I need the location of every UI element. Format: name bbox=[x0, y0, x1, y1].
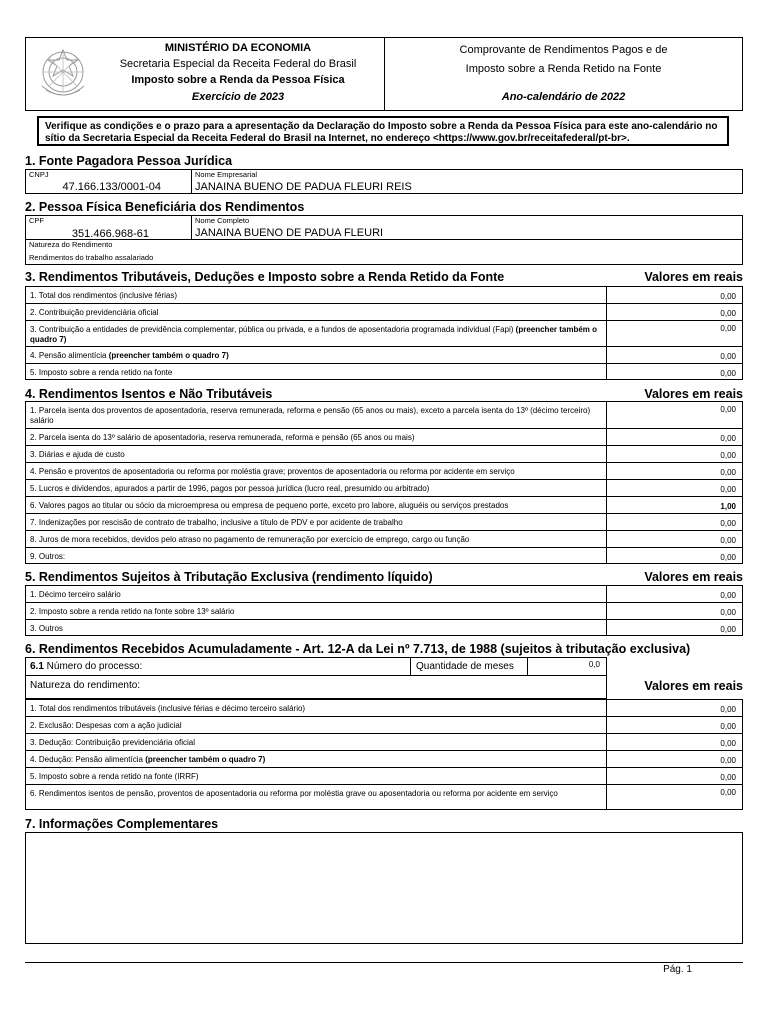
row-label-text: 1. Parcela isenta dos proventos de aposentadoria, reserva remunerada, reforma e pensão (65 anos ou mais), exceto a parcela isenta do 13º (décimo terceiro) salário bbox=[30, 406, 591, 425]
row-label bbox=[30, 738, 600, 748]
row-value: 0,00 bbox=[606, 603, 742, 619]
income-nature-value: Rendimentos do trabalho assalariado bbox=[29, 253, 154, 262]
row-label-text: 3. Outros bbox=[30, 624, 63, 633]
row-label-text: 6. Valores pagos ao titular ou sócio da microempresa ou empresa de pequeno porte, exceto pro labore, aluguéis ou serviços prestados bbox=[30, 501, 509, 510]
row-label bbox=[30, 368, 600, 378]
row-value: 1,00 bbox=[606, 497, 742, 513]
row-label-text: 3. Dedução: Contribuição previdenciária oficial bbox=[30, 738, 195, 747]
row-label bbox=[30, 433, 600, 443]
row-value: 0,00 bbox=[606, 785, 742, 809]
income-nature-cell bbox=[25, 239, 743, 265]
table-row bbox=[25, 303, 743, 321]
row-label bbox=[30, 704, 600, 714]
table-row bbox=[25, 428, 743, 446]
row-value: 0,00 bbox=[606, 531, 742, 547]
row-label-text: 8. Juros de mora recebidos, devidos pelo atraso no pagamento de remuneração por exercício de emprego, cargo ou função bbox=[30, 535, 470, 544]
row-value: 0,00 bbox=[606, 620, 742, 635]
beneficiary-name-label: Nome Completo bbox=[195, 216, 250, 225]
row-label-text: 5. Imposto sobre a renda retido na fonte (IRRF) bbox=[30, 772, 199, 781]
cpf-label: CPF bbox=[29, 216, 44, 225]
coat-of-arms-icon bbox=[36, 46, 90, 102]
row-label-text: 7. Indenizações por rescisão de contrato de trabalho, inclusive a título de PDV e por acidente de trabalho bbox=[30, 518, 403, 527]
cnpj-cell bbox=[25, 169, 192, 194]
row-label-text: 1. Total dos rendimentos tributáveis (inclusive férias e décimo terceiro salário) bbox=[30, 704, 306, 713]
page-number: Pág. 1 bbox=[663, 964, 692, 975]
section-1-title: 1. Fonte Pagadora Pessoa Jurídica bbox=[25, 154, 233, 168]
row-label bbox=[30, 406, 600, 426]
footer-divider bbox=[25, 962, 743, 963]
table-row bbox=[25, 462, 743, 480]
row-label bbox=[30, 351, 600, 361]
row-label-text: 2. Contribuição previdenciária oficial bbox=[30, 308, 159, 317]
row-label bbox=[30, 624, 600, 634]
row-label bbox=[30, 607, 600, 617]
table-row bbox=[25, 286, 743, 304]
process-number-cell bbox=[25, 657, 411, 676]
row-value: 0,00 bbox=[606, 287, 742, 303]
row-value: 0,00 bbox=[606, 463, 742, 479]
row-label bbox=[30, 755, 600, 765]
company-name-value: JANAINA BUENO DE PADUA FLEURI REIS bbox=[195, 181, 412, 193]
row-label bbox=[30, 467, 600, 477]
row-value: 0,00 bbox=[606, 548, 742, 563]
section-6-title: 6. Rendimentos Recebidos Acumuladamente - Art. 12-A da Lei nº 7.713, de 1988 (sujeitos à tributação exclusiva) bbox=[25, 642, 691, 656]
section-4-values-label: Valores em reais bbox=[644, 387, 743, 401]
row-label bbox=[30, 291, 600, 301]
months-label-cell bbox=[410, 657, 528, 676]
receipt-title-line1: Comprovante de Rendimentos Pagos e de bbox=[459, 44, 668, 56]
section-5-values-label: Valores em reais bbox=[644, 570, 743, 584]
row-label-text: 5. Imposto sobre a renda retido na fonte bbox=[30, 368, 173, 377]
row-label-text: 2. Parcela isenta do 13º salário de aposentadoria, reserva remunerada, reforma e pensão (65 anos ou mais) bbox=[30, 433, 415, 442]
section-3-values-label: Valores em reais bbox=[644, 270, 743, 284]
row-label-text: 9. Outros: bbox=[30, 552, 66, 561]
table-row bbox=[25, 585, 743, 603]
beneficiary-name-value: JANAINA BUENO DE PADUA FLEURI bbox=[195, 227, 384, 239]
section-3-title: 3. Rendimentos Tributáveis, Deduções e Imposto sobre a Renda Retido da Fonte bbox=[25, 270, 505, 284]
section-2-title: 2. Pessoa Física Beneficiária dos Rendimentos bbox=[25, 200, 305, 214]
receipt-title-line2: Imposto sobre a Renda Retido na Fonte bbox=[465, 63, 662, 75]
table-row bbox=[25, 699, 743, 717]
row-value: 0,00 bbox=[606, 768, 742, 784]
row-label-text: 2. Exclusão: Despesas com a ação judicial bbox=[30, 721, 182, 730]
months-label: Quantidade de meses bbox=[416, 661, 514, 672]
row-label bbox=[30, 325, 600, 345]
row-value: 0,00 bbox=[606, 480, 742, 496]
cnpj-label: CNPJ bbox=[29, 170, 49, 179]
row-label-note: (preencher também o quadro 7) bbox=[145, 755, 266, 764]
row-value: 0,00 bbox=[606, 429, 742, 445]
table-row bbox=[25, 346, 743, 364]
table-row bbox=[25, 716, 743, 734]
row-label-text: 6. Rendimentos isentos de pensão, proventos de aposentadoria ou reforma por moléstia grave ou aposentadoria ou reforma por acidente em serviço bbox=[30, 789, 558, 798]
row-value: 0,00 bbox=[606, 446, 742, 462]
cpf-cell bbox=[25, 215, 192, 240]
table-row bbox=[25, 445, 743, 463]
calendar-year: Ano-calendário de 2022 bbox=[501, 91, 626, 103]
row-value: 0,00 bbox=[606, 717, 742, 733]
section-7-title: 7. Informações Complementares bbox=[25, 817, 219, 831]
ministry-title: MINISTÉRIO DA ECONOMIA bbox=[164, 42, 312, 54]
row-label-note: (preencher também o quadro 7) bbox=[108, 351, 229, 360]
row-label bbox=[30, 721, 600, 731]
header-left-box bbox=[25, 37, 385, 111]
table-row bbox=[25, 363, 743, 380]
row-label-text: 2. Imposto sobre a renda retido na fonte sobre 13º salário bbox=[30, 607, 235, 616]
table-row bbox=[25, 547, 743, 564]
notice-box: Verifique as condições e o prazo para a apresentação da Declaração do Imposto sobre a Renda da Pessoa Física para este ano-calendário no sítio da Secretaria Especial da Receita Federal do Brasil na Internet, no endereço <https://www.gov.br/receitafederal/pt-br>. bbox=[37, 116, 729, 146]
beneficiary-name-cell bbox=[191, 215, 743, 240]
row-value: 0,00 bbox=[606, 751, 742, 767]
row-label bbox=[30, 789, 600, 799]
process-number-id: 6.1 bbox=[30, 661, 44, 672]
row-value: 0,00 bbox=[606, 321, 742, 346]
row-label bbox=[30, 590, 600, 600]
row-label-note: (preencher também o quadro 7) bbox=[30, 325, 598, 344]
row-label-text: 5. Lucros e dividendos, apurados a partir de 1996, pagos por pessoa jurídica (lucro real, presumido ou arbitrado) bbox=[30, 484, 430, 493]
row-value: 0,00 bbox=[606, 586, 742, 602]
table-row bbox=[25, 479, 743, 497]
row-label bbox=[30, 552, 600, 562]
cnpj-value: 47.166.133/0001-04 bbox=[62, 181, 161, 193]
exercise-year: Exercício de 2023 bbox=[191, 91, 285, 103]
row-label bbox=[30, 308, 600, 318]
accumulated-nature-label: Natureza do rendimento: bbox=[30, 680, 141, 691]
table-row bbox=[25, 767, 743, 785]
table-row bbox=[25, 733, 743, 751]
complementary-info-box bbox=[25, 832, 743, 944]
income-nature-label: Natureza do Rendimento bbox=[29, 240, 113, 249]
row-label-text: 1. Total dos rendimentos (inclusive férias) bbox=[30, 291, 178, 300]
row-label bbox=[30, 535, 600, 545]
table-row bbox=[25, 496, 743, 514]
row-label-text: 4. Dedução: Pensão alimentícia bbox=[30, 755, 143, 764]
table-row bbox=[25, 619, 743, 636]
row-label-text: 3. Diárias e ajuda de custo bbox=[30, 450, 125, 459]
row-value: 0,00 bbox=[606, 514, 742, 530]
header-right-box bbox=[384, 37, 743, 111]
row-value: 0,00 bbox=[606, 347, 742, 363]
table-row bbox=[25, 750, 743, 768]
table-row bbox=[25, 784, 743, 810]
row-value: 0,00 bbox=[606, 364, 742, 379]
table-row bbox=[25, 530, 743, 548]
row-label bbox=[30, 450, 600, 460]
row-label-text: 4. Pensão alimentícia bbox=[30, 351, 107, 360]
row-value: 0,00 bbox=[606, 304, 742, 320]
table-row bbox=[25, 320, 743, 347]
secretariat-name: Secretaria Especial da Receita Federal do Brasil bbox=[119, 58, 357, 70]
row-label bbox=[30, 484, 600, 494]
row-label bbox=[30, 518, 600, 528]
row-label bbox=[30, 772, 600, 782]
process-number-label: Número do processo: bbox=[43, 661, 143, 672]
cpf-value: 351.466.968-61 bbox=[71, 228, 149, 240]
tax-name: Imposto sobre a Renda da Pessoa Física bbox=[131, 74, 345, 86]
section-5-title: 5. Rendimentos Sujeitos à Tributação Exclusiva (rendimento líquido) bbox=[25, 570, 433, 584]
row-value: 0,00 bbox=[606, 700, 742, 716]
row-value: 0,00 bbox=[606, 402, 742, 428]
table-row bbox=[25, 513, 743, 531]
company-name-label: Nome Empresarial bbox=[195, 170, 258, 179]
company-name-cell bbox=[191, 169, 743, 194]
row-label-text: 4. Pensão e proventos de aposentadoria ou reforma por moléstia grave; proventos de aposentadoria ou reforma por acidente em serviço bbox=[30, 467, 515, 476]
section-6-values-label: Valores em reais bbox=[644, 679, 743, 693]
table-row bbox=[25, 602, 743, 620]
row-label-text: 3. Contribuição a entidades de previdência complementar, pública ou privada, e a fundos de aposentadoria programada individual (Fapi) bbox=[30, 325, 514, 334]
section-4-title: 4. Rendimentos Isentos e Não Tributáveis bbox=[25, 387, 273, 401]
months-value-cell bbox=[527, 657, 607, 676]
table-row bbox=[25, 401, 743, 429]
row-label bbox=[30, 501, 600, 511]
months-value: 0,0 bbox=[588, 660, 600, 669]
row-label-text: 1. Décimo terceiro salário bbox=[30, 590, 121, 599]
accumulated-nature-cell bbox=[25, 675, 607, 699]
row-value: 0,00 bbox=[606, 734, 742, 750]
